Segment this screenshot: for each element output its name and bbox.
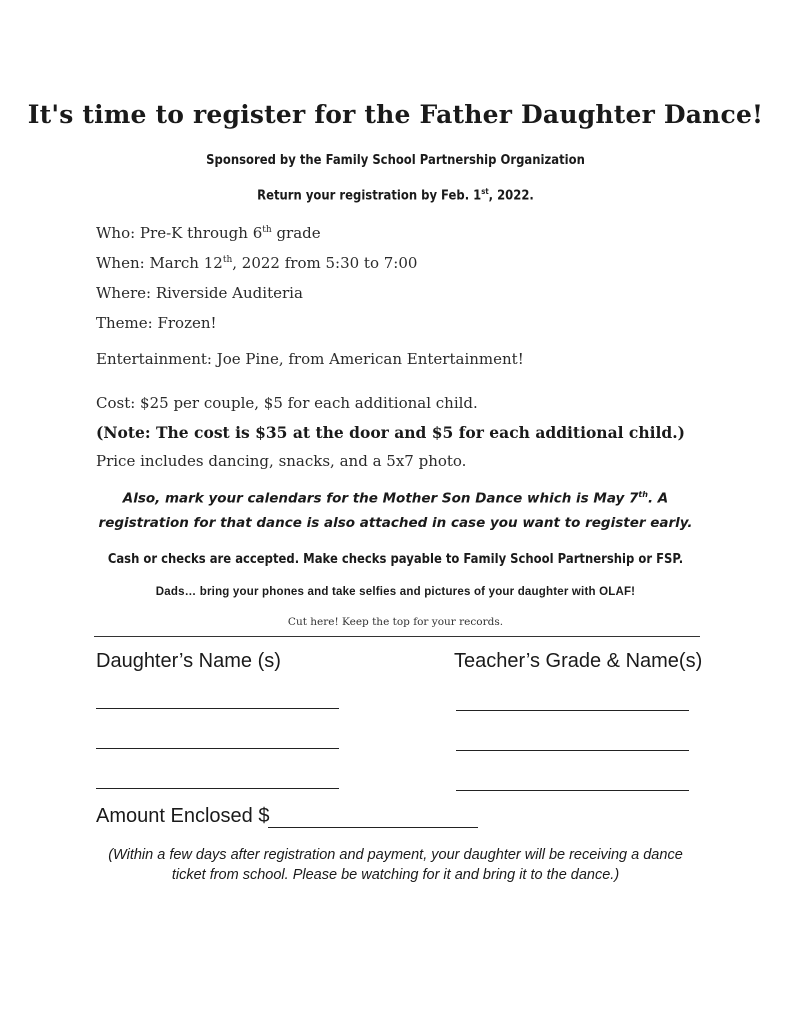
price-includes-line: Price includes dancing, snacks, and a 5x7 photo. xyxy=(96,452,467,470)
cut-line xyxy=(94,636,700,637)
mother-son-sup: th xyxy=(638,490,648,499)
daughter-name-field[interactable] xyxy=(96,748,339,749)
daughter-name-label: Daughter’s Name (s) xyxy=(96,650,281,672)
teacher-grade-field[interactable] xyxy=(456,710,689,711)
mother-son-text: Also, mark your calendars for the Mother Son Dance which is May 7 xyxy=(122,490,639,507)
theme-line: Theme: Frozen! xyxy=(96,314,217,332)
payment-note: Cash or checks are accepted. Make checks payable to Family School Partnership or FSP. xyxy=(107,551,684,567)
when-suffix: , 2022 from 5:30 to 7:00 xyxy=(232,254,418,272)
return-deadline-sup: st xyxy=(481,187,489,196)
return-deadline-text: Return your registration by Feb. 1 xyxy=(257,187,482,204)
when-line xyxy=(96,254,417,272)
mother-son-suffix: . A xyxy=(647,490,669,507)
closing-line-2: ticket from school. Please be watching for it and bring it to the dance.) xyxy=(171,867,620,883)
who-sup: th xyxy=(262,225,272,235)
where-line: Where: Riverside Auditeria xyxy=(96,284,303,302)
amount-enclosed-field[interactable] xyxy=(268,827,478,828)
door-cost-note: (Note: The cost is $35 at the door and $5 for each additional child.) xyxy=(96,423,685,442)
mother-son-notice-line2: registration for that dance is also attached in case you want to register early. xyxy=(98,515,693,531)
mother-son-notice-line1 xyxy=(0,490,791,507)
cut-here-label: Cut here! Keep the top for your records. xyxy=(287,616,504,628)
return-deadline-year: , 2022. xyxy=(488,187,534,204)
daughter-name-field[interactable] xyxy=(96,708,339,709)
when-text: When: March 12 xyxy=(96,254,223,272)
cost-line: Cost: $25 per couple, $5 for each additional child. xyxy=(96,394,478,412)
teacher-grade-label: Teacher’s Grade & Name(s) xyxy=(454,650,703,672)
who-suffix: grade xyxy=(271,224,321,242)
entertainment-line: Entertainment: Joe Pine, from American Entertainment! xyxy=(96,350,524,368)
teacher-grade-field[interactable] xyxy=(456,790,689,791)
amount-enclosed-label: Amount Enclosed $ xyxy=(96,805,270,827)
who-line xyxy=(96,224,321,242)
dads-selfie-note: Dads… bring your phones and take selfies and pictures of your daughter with OLAF! xyxy=(155,586,636,598)
closing-note xyxy=(0,845,791,885)
page-title: It's time to register for the Father Daughter Dance! xyxy=(27,100,764,129)
who-text: Who: Pre-K through 6 xyxy=(96,224,263,242)
closing-line-1: (Within a few days after registration and payment, your daughter will be receiving a dance xyxy=(108,847,683,863)
sponsor-line: Sponsored by the Family School Partnership Organization xyxy=(206,152,585,168)
daughter-name-field[interactable] xyxy=(96,788,339,789)
return-deadline xyxy=(55,187,735,204)
teacher-grade-field[interactable] xyxy=(456,750,689,751)
when-sup: th xyxy=(222,255,233,265)
